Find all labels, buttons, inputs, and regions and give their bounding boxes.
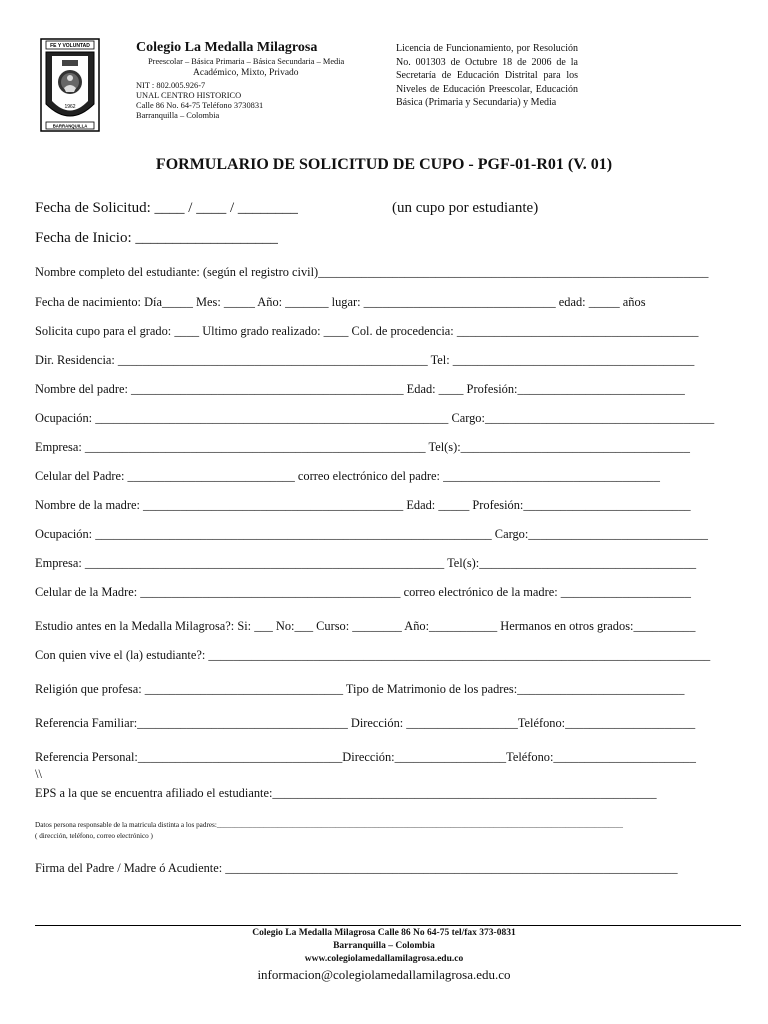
form-line-empresa-madre[interactable]: Empresa: __________________________________________________________ Tel(s):___________________________________ <box>35 556 697 570</box>
form-line-celular-madre[interactable]: Celular de la Madre: __________________________________________ correo electrónico de la madre: _____________________ <box>35 585 691 599</box>
form-line-estudio-antes[interactable]: Estudio antes en la Medalla Milagrosa?: Si: ___ No:___ Curso: ________ Año:___________ Hermanos en otros grados:__________ <box>35 619 696 633</box>
form-line-empresa-padre[interactable]: Empresa: _______________________________________________________ Tel(s):_____________________________________ <box>35 440 690 454</box>
school-crest-logo <box>40 38 100 132</box>
form-line-ocupacion-madre[interactable]: Ocupación: ________________________________________________________________ Cargo:_____________________________ <box>35 527 708 541</box>
form-line-grado[interactable]: Solicita cupo para el grado: ____ Ultimo grado realizado: ____ Col. de procedencia: _______________________________________ <box>35 324 699 338</box>
school-nit: NIT : 802.005.926-7 <box>136 81 206 90</box>
form-line-ocupacion-padre[interactable]: Ocupación: _________________________________________________________ Cargo:_____________________________________ <box>35 411 715 425</box>
stray-backslashes: \\ <box>35 767 42 781</box>
footer-address: Colegio La Medalla Milagrosa Calle 86 No 64-75 tel/fax 373-0831 <box>252 928 516 938</box>
crest-year: 1962 <box>64 104 76 110</box>
school-address: Calle 86 No. 64-75 Teléfono 3730831 <box>136 101 264 110</box>
form-line-nombre-padre[interactable]: Nombre del padre: ____________________________________________ Edad: ____ Profesión:___________________________ <box>35 382 685 396</box>
crest-motto: FE Y VOLUNTAD <box>50 43 90 50</box>
footer-email[interactable]: informacion@colegiolamedallamilagrosa.edu.co <box>257 967 511 982</box>
form-line-nombre-madre[interactable]: Nombre de la madre: __________________________________________ Edad: _____ Profesión:___________________________ <box>35 498 691 512</box>
form-line-eps[interactable]: EPS a la que se encuentra afiliado el estudiante:______________________________________________________________ <box>35 786 657 800</box>
school-city: Barranquilla – Colombia <box>136 111 220 120</box>
form-title: FORMULARIO DE SOLICITUD DE CUPO - PGF-01-R01 (V. 01) <box>155 156 613 173</box>
fecha-solicitud-field[interactable]: Fecha de Solicitud: ____ / ____ / ________ <box>35 200 298 216</box>
un-cupo-note: (un cupo por estudiante) <box>392 200 539 216</box>
form-line-religion[interactable]: Religión que profesa: ________________________________ Tipo de Matrimonio de los padres:___________________________ <box>35 682 685 696</box>
footer-city: Barranquilla – Colombia <box>333 941 435 951</box>
form-line-firma[interactable]: Firma del Padre / Madre ó Acudiente: _________________________________________________________________________ <box>35 861 678 875</box>
license-text: Licencia de Funcionamiento, por Resolución No. 001303 de Octubre 18 de 2006 de la Secretaría de Educación Distrital para los Niveles de Educación Preescolar, Educación Básica (Primaria y Secundaria) y Media <box>396 43 578 109</box>
form-line-referencia-personal[interactable]: Referencia Personal:_________________________________Dirección:__________________Teléfono:_______________________ <box>35 750 696 764</box>
datos-responsable-hint: ( dirección, teléfono, correo electrónico ) <box>35 832 153 840</box>
form-line-residencia[interactable]: Dir. Residencia: __________________________________________________ Tel: _______________________________________ <box>35 353 695 367</box>
form-line-nombre-estudiante[interactable]: Nombre completo del estudiante: (según el registro civil)_______________________________________________________________ <box>35 265 709 279</box>
footer-divider <box>35 925 741 926</box>
form-line-referencia-familiar[interactable]: Referencia Familiar:__________________________________ Dirección: __________________Teléfono:_____________________ <box>35 716 696 730</box>
school-unal: UNAL CENTRO HISTORICO <box>136 91 242 100</box>
school-levels: Preescolar – Básica Primaria – Básica Secundaria – Media <box>148 57 345 66</box>
crest-city: BARRANQUILLA <box>52 123 88 129</box>
form-line-con-quien-vive[interactable]: Con quien vive el (la) estudiante?: _________________________________________________________________________________ <box>35 648 711 662</box>
form-line-datos-responsable[interactable]: Datos persona responsable de la matricula distinta a los padres:_________________________________________________________________________________________________________________ <box>35 821 623 829</box>
form-line-fecha-nacimiento[interactable]: Fecha de nacimiento: Día_____ Mes: _____ Año: _______ lugar: _______________________________ edad: _____ años <box>35 295 646 309</box>
school-type: Académico, Mixto, Privado <box>193 68 299 78</box>
fecha-inicio-field[interactable]: Fecha de Inicio: ___________________ <box>35 230 278 246</box>
footer-website[interactable]: www.colegiolamedallamilagrosa.edu.co <box>304 954 464 964</box>
form-line-celular-padre[interactable]: Celular del Padre: ___________________________ correo electrónico del padre: ___________________________________ <box>35 469 660 483</box>
school-name: Colegio La Medalla Milagrosa <box>136 40 318 55</box>
